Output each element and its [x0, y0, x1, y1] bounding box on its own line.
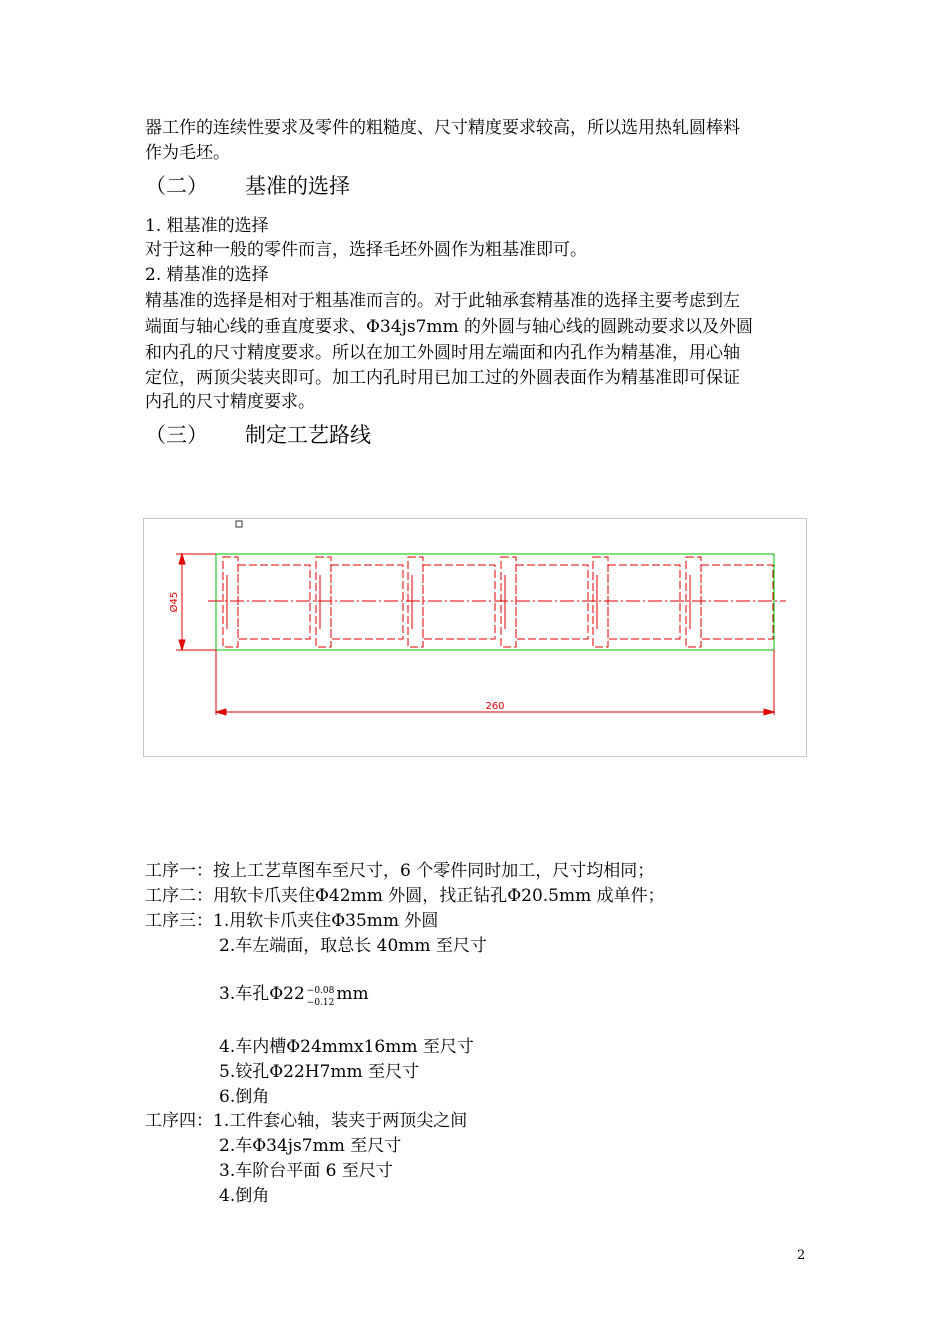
heading-title: 基准的选择 — [245, 174, 350, 198]
subheading: 1. 粗基准的选择 — [145, 216, 269, 236]
section-heading — [145, 421, 371, 449]
subheading: 2. 精基准的选择 — [145, 265, 269, 285]
substep-unit: mm — [336, 984, 369, 1004]
heading-number: （二） — [145, 174, 208, 198]
small-marker-square — [236, 521, 242, 527]
process-substep: 5.铰孔Φ22H7mm 至尺寸 — [219, 1062, 420, 1082]
process-substep: 6.倒角 — [219, 1087, 270, 1107]
part-body — [423, 565, 495, 639]
heading-title: 制定工艺路线 — [245, 423, 371, 447]
process-step: 工序三：1.用软卡爪夹住Φ35mm 外圆 — [145, 911, 439, 931]
substep-text: 3.车孔Φ22 — [219, 984, 305, 1004]
part-body — [238, 565, 310, 639]
paragraph-line: 端面与轴心线的垂直度要求、Φ34js7mm 的外圆与轴心线的圆跳动要求以及外圆 — [145, 317, 754, 337]
diameter-label: Ø45 — [169, 591, 180, 613]
paragraph-line: 内孔的尺寸精度要求。 — [145, 392, 315, 412]
part-flange — [501, 557, 516, 647]
paragraph-line: 作为毛坯。 — [145, 143, 230, 163]
process-substep: 2.车左端面，取总长 40mm 至尺寸 — [219, 936, 487, 956]
part-body — [701, 565, 773, 639]
heading-number: （三） — [145, 423, 208, 447]
process-substep: 4.车内槽Φ24mmx16mm 至尺寸 — [219, 1037, 474, 1057]
part-outlines — [223, 557, 773, 647]
process-substep — [219, 982, 369, 1007]
process-step: 工序二：用软卡爪夹住Φ42mm 外圆，找正钻孔Φ20.5mm 成单件； — [145, 886, 665, 906]
cad-sketch — [144, 519, 806, 756]
process-substep: 3.车阶台平面 6 至尺寸 — [219, 1161, 393, 1181]
paragraph-line: 和内孔的尺寸精度要求。所以在加工外圆时用左端面和内孔作为精基准，用心轴 — [145, 343, 740, 363]
tolerance — [307, 985, 335, 1009]
part-body — [608, 565, 680, 639]
diameter-dimension — [176, 554, 216, 650]
tolerance-upper: −0.08 — [306, 985, 335, 996]
paragraph-line: 定位，两顶尖装夹即可。加工内孔时用已加工过的外圆表面作为精基准即可保证 — [145, 368, 740, 388]
section-heading — [145, 172, 350, 200]
length-label: 260 — [485, 701, 505, 712]
page-number: 2 — [797, 1248, 806, 1263]
process-substep: 4.倒角 — [219, 1186, 270, 1206]
part-flange — [686, 557, 701, 647]
part-flange — [316, 557, 331, 647]
process-substep: 2.车Φ34js7mm 至尺寸 — [219, 1136, 402, 1156]
process-step: 工序一：按上工艺草图车至尺寸，6 个零件同时加工，尺寸均相同； — [145, 861, 655, 881]
process-sketch-drawing — [143, 518, 807, 757]
part-flange — [223, 557, 238, 647]
paragraph-line: 精基准的选择是相对于粗基准而言的。对于此轴承套精基准的选择主要考虑到左 — [145, 291, 740, 311]
paragraph-line: 对于这种一般的零件而言，选择毛坯外圆作为粗基准即可。 — [145, 240, 587, 260]
paragraph-line: 器工作的连续性要求及零件的粗糙度、尺寸精度要求较高，所以选用热轧圆棒料 — [145, 118, 740, 138]
tolerance-lower: −0.12 — [306, 997, 335, 1008]
part-flange — [593, 557, 608, 647]
part-body — [516, 565, 588, 639]
part-flange — [408, 557, 423, 647]
part-body — [331, 565, 403, 639]
process-step: 工序四：1.工件套心轴，装夹于两顶尖之间 — [145, 1111, 468, 1131]
